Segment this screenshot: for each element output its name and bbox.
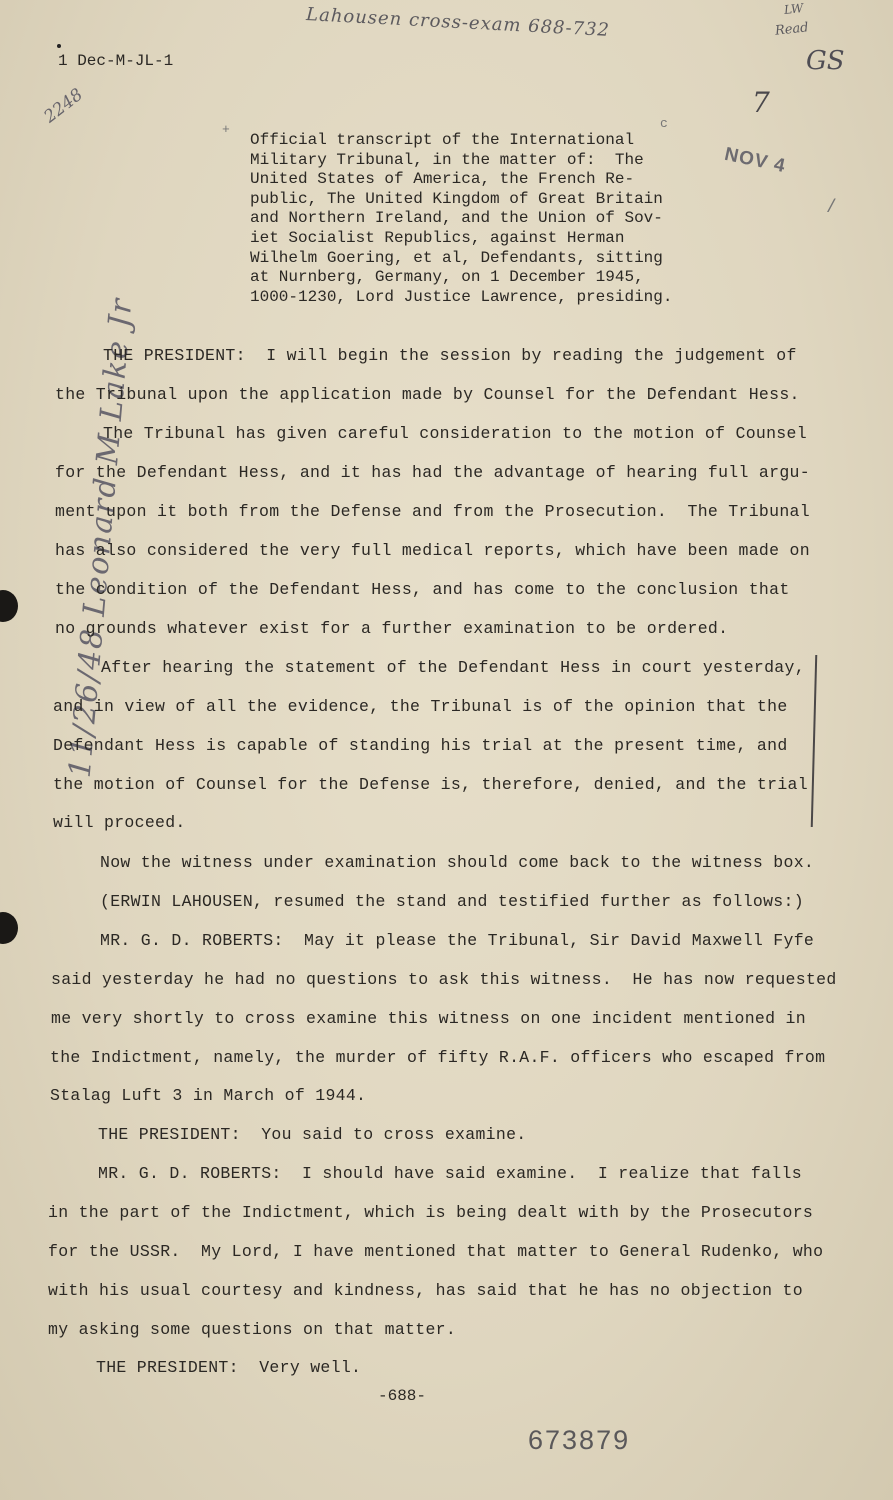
bates-number: 673879 [528, 1425, 631, 1455]
pencil-mark: / [826, 198, 837, 218]
body-line: the motion of Counsel for the Defense is, therefore, denied, and the trial [53, 775, 808, 794]
body-line: and in view of all the evidence, the Tribunal is of the opinion that the [53, 697, 788, 716]
body-line: MR. G. D. ROBERTS: I should have said examine. I realize that falls [98, 1164, 802, 1183]
handwritten-top-note: Lahousen cross-exam 688-732 [305, 4, 611, 41]
body-line: Now the witness under examination should come back to the witness box. [100, 853, 815, 872]
caption-line: public, The United Kingdom of Great Britain [250, 189, 663, 208]
body-line: my asking some questions on that matter. [48, 1320, 457, 1339]
handwritten-initials: GS [806, 46, 845, 76]
body-line: no grounds whatever exist for a further examination to be ordered. [55, 619, 729, 638]
handwritten-number-seven: 7 [752, 86, 770, 119]
caption-line: Wilhelm Goering, et al, Defendants, sitting [250, 248, 663, 267]
body-line: The Tribunal has given careful consideration to the motion of Counsel [103, 424, 807, 443]
body-line: in the part of the Indictment, which is being dealt with by the Prosecutors [48, 1203, 814, 1222]
handwritten-read-note: Read [774, 20, 810, 39]
page-number: -688- [378, 1387, 427, 1405]
punch-hole [0, 590, 18, 622]
body-line: the condition of the Defendant Hess, and has come to the conclusion that [55, 580, 790, 599]
ink-dot [57, 44, 61, 48]
body-line: THE PRESIDENT: I will begin the session by reading the judgement of [103, 346, 797, 365]
caption-line: United States of America, the French Re- [250, 170, 635, 189]
body-line: has also considered the very full medical reports, which have been made on [55, 541, 810, 560]
body-line: After hearing the statement of the Defendant Hess in court yesterday, [101, 658, 805, 677]
caption-line: iet Socialist Republics, against Herman [250, 228, 625, 247]
pencil-mark: c [660, 116, 668, 131]
handwritten-side-signature: 11/26/48 Leonard M Lake Jr [62, 295, 140, 780]
caption-line: at Nurnberg, Germany, on 1 December 1945, [250, 268, 644, 287]
body-line: me very shortly to cross examine this witness on one incident mentioned in [51, 1009, 806, 1028]
body-line: will proceed. [53, 813, 186, 832]
body-line: the Indictment, namely, the murder of fifty R.A.F. officers who escaped from [50, 1048, 826, 1067]
caption-line: Official transcript of the International [250, 131, 635, 149]
body-line: Stalag Luft 3 in March of 1944. [50, 1086, 367, 1105]
body-line: with his usual courtesy and kindness, has said that he has no objection to [48, 1281, 803, 1300]
transcript-caption [250, 131, 672, 307]
body-line: (ERWIN LAHOUSEN, resumed the stand and testified further as follows:) [100, 892, 804, 911]
body-line: THE PRESIDENT: You said to cross examine. [98, 1125, 527, 1144]
pencil-mark: + [222, 122, 230, 137]
caption-line: and Northern Ireland, and the Union of Sov- [250, 209, 663, 228]
document-id: 1 Dec-M-JL-1 [58, 52, 174, 70]
caption-line: Military Tribunal, in the matter of: The [250, 150, 644, 169]
body-line: ment upon it both from the Defense and from the Prosecution. The Tribunal [55, 502, 810, 521]
body-line: the Tribunal upon the application made by Counsel for the Defendant Hess. [55, 385, 800, 404]
body-line: for the Defendant Hess, and it has had the advantage of hearing full argu- [55, 463, 810, 482]
handwritten-number: 2248 [40, 84, 87, 128]
body-line: MR. G. D. ROBERTS: May it please the Tribunal, Sir David Maxwell Fyfe [100, 931, 815, 950]
body-line: THE PRESIDENT: Very well. [96, 1358, 362, 1377]
body-line: for the USSR. My Lord, I have mentioned that matter to General Rudenko, who [48, 1242, 824, 1261]
margin-line [811, 655, 818, 827]
body-line: said yesterday he had no questions to ask this witness. He has now requested [51, 970, 837, 989]
body-line: Defendant Hess is capable of standing his trial at the present time, and [53, 736, 788, 755]
punch-hole [0, 912, 18, 944]
caption-line: 1000-1230, Lord Justice Lawrence, presiding. [250, 287, 673, 306]
handwritten-initials-small: LW [783, 1, 804, 17]
date-stamp: NOV 4 [722, 143, 788, 178]
